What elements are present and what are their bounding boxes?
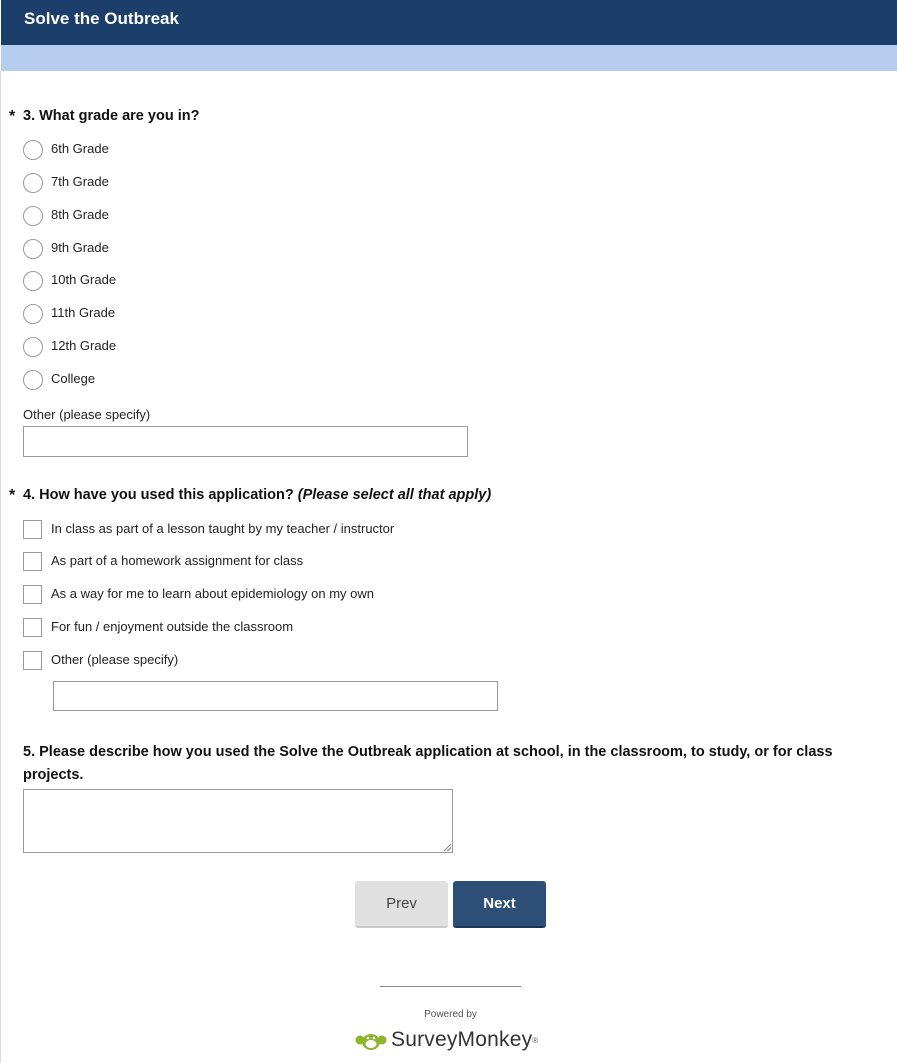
question-5-title: 5. Please describe how you used the Solve the Outbreak application at school, in the classroom, to study, or for class projects. <box>23 744 833 783</box>
logo-wordmark: SurveyMonkey <box>391 1028 533 1051</box>
option-label[interactable]: 12th Grade <box>51 338 117 353</box>
option-label[interactable]: 9th Grade <box>51 240 109 255</box>
radio-button[interactable] <box>23 206 43 226</box>
progress-bar <box>1 45 897 71</box>
page-border <box>0 71 1 1063</box>
option-label[interactable]: For fun / enjoyment outside the classroom <box>51 619 294 634</box>
checkbox[interactable] <box>23 520 42 539</box>
option-label[interactable]: 8th Grade <box>51 207 109 222</box>
registered-mark: ® <box>532 1035 539 1045</box>
next-button[interactable]: Next <box>453 881 546 928</box>
option-label[interactable]: As part of a homework assignment for class <box>51 553 304 568</box>
checkbox[interactable] <box>23 585 42 604</box>
question-4-title <box>23 487 491 503</box>
checkbox[interactable] <box>23 651 42 670</box>
option-label[interactable]: As a way for me to learn about epidemiology on my own <box>51 586 375 601</box>
question-3-other-input[interactable] <box>23 426 468 457</box>
option-label[interactable]: 7th Grade <box>51 174 109 189</box>
question-4-title-text: 4. How have you used this application? <box>23 487 294 503</box>
radio-button[interactable] <box>23 337 43 357</box>
option-label[interactable]: 6th Grade <box>51 141 109 156</box>
question-4-hint: (Please select all that apply) <box>297 487 492 503</box>
footer-divider <box>380 986 521 987</box>
option-label[interactable]: 11th Grade <box>51 305 116 320</box>
option-label[interactable]: College <box>51 371 96 386</box>
checkbox[interactable] <box>23 618 42 637</box>
checkbox[interactable] <box>23 552 42 571</box>
question-5-textarea[interactable] <box>23 789 453 853</box>
radio-button[interactable] <box>23 173 43 193</box>
monkey-icon <box>355 1028 387 1052</box>
option-label[interactable]: In class as part of a lesson taught by my teacher / instructor <box>51 521 395 536</box>
option-label[interactable]: 10th Grade <box>51 272 117 287</box>
question-3-other-label: Other (please specify) <box>23 407 151 422</box>
resize-handle-icon[interactable] <box>444 844 451 851</box>
surveymonkey-logo[interactable] <box>355 1025 538 1055</box>
radio-button[interactable] <box>23 271 43 291</box>
required-asterisk: * <box>9 108 16 125</box>
radio-button[interactable] <box>23 370 43 390</box>
radio-button[interactable] <box>23 304 43 324</box>
option-label[interactable]: Other (please specify) <box>51 652 179 667</box>
powered-by-text: Powered by <box>424 1009 477 1020</box>
survey-title: Solve the Outbreak <box>24 9 179 28</box>
required-asterisk: * <box>9 487 16 504</box>
survey-header <box>1 0 897 45</box>
radio-button[interactable] <box>23 239 43 259</box>
prev-button[interactable]: Prev <box>355 881 448 928</box>
question-4-other-input[interactable] <box>53 681 498 711</box>
radio-button[interactable] <box>23 140 43 160</box>
question-3-title: 3. What grade are you in? <box>23 108 200 124</box>
